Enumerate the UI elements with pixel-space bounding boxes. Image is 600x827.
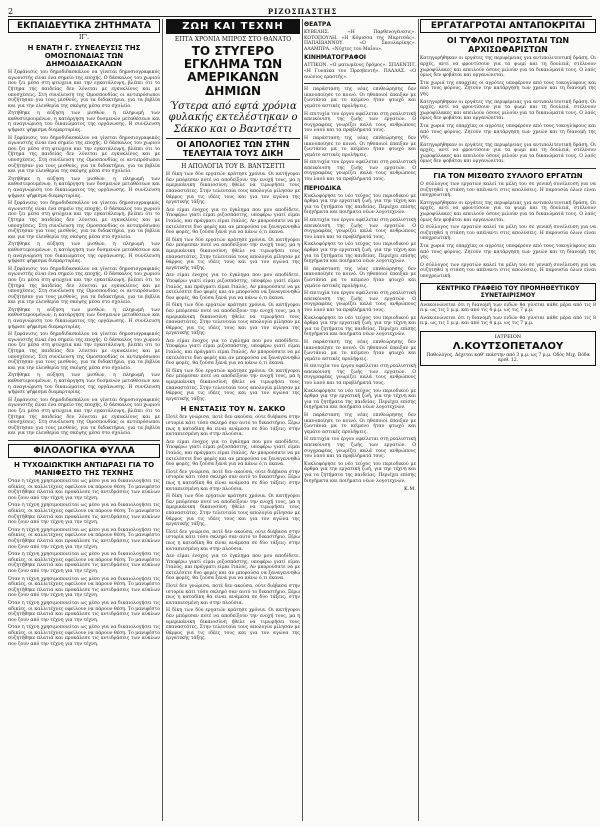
article-body: Κατηγορήθηκαν οι εργάτες της περιφέρειας για αντιπολιτευτική δράση. Οι αρχές, αντί να φροντίσουν για τα ψωμί και τη δουλειά, στέλνουν χωροφύλακες και απειλούν όσους μιλούν για τα δικαιώματά τους. Ο λαός όμως δεν φοβάται και οργανώνεται. <box>420 99 596 122</box>
article-body: Ζητήθηκε η αύξηση των μισθών, η πληρωμή των καθυστερουμένων, η κατάργηση των δυσμενών μεταθέσεων και η αναγνώριση του δικαιώματος της οργάνωσης. Η συνέλευση ψήφισε ψήφισμα διαμαρτυρίας. <box>8 242 160 265</box>
article-body: Η ξεφάνισις του δημοδιδασκάλου να γίνεται δημοσιογραφικός αγωνιστής είναι ένα σημείο της εποχής. Ο δάσκαλος του χωριού που ζει μέσα στη φτώχεια και την εγκατάλειψη, βλέπει ότι το ζήτημα της παιδείας δεν λύνεται με εγκυκλίους και με υποσχέσεις. Στη συνέλευση της Ομοσπονδίας οι αντιπρόσωποι συζήτησαν για τους μισθούς, για τα διδακτήρια, για τα βιβλία και για την ελευθερία της σκέψης μέσα στο σχολείο. <box>8 266 160 306</box>
article-body: Κατηγορήθηκαν οι εργάτες της περιφέρειας για αντιπολιτευτική δράση. Οι αρχές, αντί να φροντίσουν για τα ψωμί και τη δουλειά, στέλνουν χωροφύλακες και απειλούν όσους μιλούν για τα δικαιώματά τους. Ο λαός όμως δεν φοβάται και οργανώνεται. <box>420 142 596 165</box>
article-body: Στα χωριά της επαρχίας οι αγρότες υποφέρουν από τους τοκογλύφους και από τους φόρους. Ζητούν την κατάργηση των χρεών και τη διανομή της γης. <box>420 123 596 141</box>
notice-body: Ανακοινώνεται ότι η διανομή των ειδών θα γίνεται κάθε μέρα από τις 8 π.μ. ως τις 1 μ.μ. και από τις 4 μ.μ. ως τις 7 μ.μ. <box>420 315 596 327</box>
article-headline: Η ΕΝΑΤΗ Γ. ΣΥΝΕΛΕΥΣΙΣ ΤΗΣ ΟΜΟΣΠΟΝΔΙΑΣ ΤΩΝ ΔΗΜΟΔΙΔΑΣΚΑΛΩΝ <box>27 44 141 69</box>
article-body: Η παράσταση της νέας επιθεώρησης δεν ικανοποίησε το κοινό. Οι ηθοποιοί έπαιξαν με ζωντάνια μα το κείμενο ήταν φτωχό και γεμάτο αστικές προλήψεις. <box>304 135 416 158</box>
article-body: Ποτέ δεν γνώρισα, ποτέ δεν ακούσα, ούτε διάβασα στην ιστορία κάτι τόσο σκληρό σαν αυτό το δικαστήριο. Ξέρω πως η καταδίκη θα είναι ανάμεσα σε δύο τάξεις: στην καταπιεσμένη και στην πλούσια. <box>166 469 300 492</box>
article-body: Στα χωριά της επαρχίας οι αγρότες υποφέρουν από τους τοκογλύφους και από τους φόρους. Ζητούν την κατάργηση των χρεών και τη διανομή της γης. <box>420 244 596 261</box>
article-body: Η ξεφάνισις του δημοδιδασκάλου να γίνεται δημοσιογραφικός αγωνιστής είναι ένα σημείο της εποχής. Ο δάσκαλος του χωριού που ζει μέσα στη φτώχεια και την εγκατάλειψη, βλέπει ότι το ζήτημα της παιδείας δεν λύνεται με εγκυκλίους και με υποσχέσεις. Στη συνέλευση της Ομοσπονδίας οι αντιπρόσωποι συζήτησαν για τους μισθούς, για τα διδακτήρια, για τα βιβλία και για την ελευθερία της σκέψης μέσα στο σχολείο. <box>8 332 160 371</box>
ad-details: Παθολόγος. Δέχεται καθ' εκάστην από 3 μ.μ. ως 7 μ.μ. Οδός Μιχ. Βόδα αριθ. 12. <box>426 352 590 364</box>
article-subhead: ΟΙ ΑΠΟΛΟΓΙΕΣ ΤΩΝ ΣΤΗΝ ΤΕΛΕΥΤΑΙΑ ΤΟΥΣ ΔΙΚΗ <box>166 138 300 160</box>
article-body: Η επιτυχία του έργου οφείλεται στη ρεαλιστική απεικόνιση της ζωής των εργατών. Ο συγγραφέας γνωρίζει καλά τους ανθρώπους του λαού και τα προβλήματά τους. <box>304 160 416 183</box>
article-body: Όταν η τέχνη χρησιμοποιείται ως μέσο για να δικαιολογήσει τις αδικίες, οι καλλιτέχνες οφείλουν να πάρουν θέση. Το μανιφέστο συζητήθηκε πλατιά και προκάλεσε τις αντιδράσεις των κύκλων που ζουν από την τέχνη για την τέχνη. <box>8 527 160 550</box>
article-body: Όταν η τέχνη χρησιμοποιείται ως μέσο για να δικαιολογήσει τις αδικίες, οι καλλιτέχνες οφείλουν να πάρουν θέση. Το μανιφέστο συζητήθηκε πλατιά και προκάλεσε τις αντιδράσεις των κύκλων που ζουν από την τέχνη για την τέχνη. <box>8 503 160 526</box>
article-body: Όταν η τέχνη χρησιμοποιείται ως μέσο για να δικαιολογήσει τις αδικίες, οι καλλιτέχνες οφείλουν να πάρουν θέση. Το μανιφέστο συζητήθηκε πλατιά και προκάλεσε τις αντιδράσεις των κύκλων που ζουν από την τέχνη για την τέχνη. <box>8 552 160 574</box>
article-body: Ο σύλλογος των εργατών καλεί τα μέλη του σε γενική συνέλευση για να συζητηθεί η στάση του απέναντι στις απολύσεις. Η παρουσία όλων είναι υποχρεωτική. <box>420 262 596 280</box>
article-body: Κατηγορήθηκαν οι εργάτες της περιφέρειας για αντιπολιτευτική δράση. Οι αρχές, αντί να φροντίσουν για τα ψωμί και τη δουλειά, στέλνουν χωροφύλακες και απειλούν όσους μιλούν για τα δικαιώματά τους. Ο λαός όμως δεν φοβάται και οργανώνεται. <box>420 56 596 79</box>
article-body: Η ξεφάνισις του δημοδιδασκάλου να γίνεται δημοσιογραφικός αγωνιστής είναι ένα σημείο της εποχής. Ο δάσκαλος του χωριού που ζει μέσα στη φτώχεια και την εγκατάλειψη, βλέπει ότι το ζήτημα της παιδείας δεν λύνεται με εγκυκλίους και με υποσχέσεις. Στη συνέλευση της Ομοσπονδίας οι αντιπρόσωποι συζήτησαν για τους μισθούς, για τα διδακτήρια, για τα βιβλία και για την ελευθερία της σκέψης μέσα στο σχολείο. <box>8 135 160 175</box>
section-title: ΖΩΗ ΚΑΙ ΤΕΧΝΗ <box>166 19 300 34</box>
article-body: Η παράσταση της νέας επιθεώρησης δεν ικανοποίησε το κοινό. Οι ηθοποιοί έπαιξαν με ζωντάνια μα το κείμενο ήταν φτωχό και γεμάτο αστικές προλήψεις. <box>304 413 416 435</box>
article-body: Δεν είμαι ένοχος για το έγκλημα που μου αποδίδετε. Υποφέρω γιατί είμαι ριζοσπάστης, υποφέρω γιατί είμαι Ιταλός, και πράγματι είμαι Ιταλός. Αν μπορούσατε να με εκτελέσετε δυο φορές και αν μπορούσα να ξαναγεννηθώ δυο φορές, θα ζούσα ξανά για να κάνω ό,τι έκανα. <box>166 338 300 367</box>
ad-name: Λ.ΚΟΥΤΣΟΠΕΤΑΛΟΥ <box>452 340 564 352</box>
cinemas-listing: ΑΤΤΙΚΟΝ. «Ο ματωμένος δρόμος». ΣΠΛΕΝΤΙΤ. «Η Γυναίκα του Πρεσβευτή». ΠΑΛΛΑΣ. «Ο αιώνιος εραστής». <box>304 63 416 80</box>
article-body: Η παράσταση της νέας επιθεώρησης δεν ικανοποίησε το κοινό. Οι ηθοποιοί έπαιξαν με ζωντάνια μα το κείμενο ήταν φτωχό και γεμάτο αστικές προλήψεις. <box>304 87 416 109</box>
article-body: Κυκλοφόρησε το νέο τεύχος του περιοδικού με άρθρα για την εργατική ζωή, για την τέχνη και για τα ζητήματα της παιδείας. Περιέχει επίσης διηγήματα και ποιήματα νέων λογοτεχνών. <box>304 388 416 411</box>
article-body: Κυκλοφόρησε το νέο τεύχος του περιοδικού με άρθρα για την εργατική ζωή, για την τέχνη και για τα ζητήματα της παιδείας. Περιέχει επίσης διηγήματα και ποιήματα νέων λογοτεχνών. <box>304 242 416 265</box>
article-body: Η ξεφάνισις του δημοδιδασκάλου να γίνεται δημοσιογραφικός αγωνιστής είναι ένα σημείο της εποχής. Ο δάσκαλος του χωριού που ζει μέσα στη φτώχεια και την εγκατάλειψη, βλέπει ότι το ζήτημα της παιδείας δεν λύνεται με εγκυκλίους και με υποσχέσεις. Στη συνέλευση της Ομοσπονδίας οι αντιπρόσωποι συζήτησαν για τους μισθούς, για τα διδακτήρια, για τα βιβλία και για την ελευθερία της σκέψης μέσα στο σχολείο. <box>8 397 160 437</box>
article-body: Ζητήθηκε η αύξηση των μισθών, η πληρωμή των καθυστερουμένων, η κατάργηση των δυσμενών μεταθέσεων και η αναγνώριση του δικαιώματος της οργάνωσης. Η συνέλευση ψήφισε ψήφισμα διαμαρτυρίας. <box>8 111 160 134</box>
section-title: ΦΙΛΟΛΟΓΙΚΑ ΦΥΛΛΑ <box>8 444 160 458</box>
article-body: Η επιτυχία του έργου οφείλεται στη ρεαλιστική απεικόνιση της ζωής των εργατών. Ο συγγραφέας γνωρίζει καλά τους ανθρώπους του λαού και τα προβλήματά τους. <box>304 111 416 134</box>
notice-title: ΚΕΝΤΡΙΚΟ ΓΡΑΦΕΙΟ ΤΟΥ ΠΡΟΜΗΘΕΥΤΙΚΟΥ ΣΥΝΕΤΑΙΡΙΣΜΟΥ <box>420 283 596 301</box>
article-body: Δεν είμαι ένοχος για το έγκλημα που μου αποδίδετε. Υποφέρω γιατί είμαι ριζοσπάστης, υποφέρω γιατί είμαι Ιταλός, και πράγματι είμαι Ιταλός. Αν μπορούσατε να με εκτελέσετε δυο φορές και αν μπορούσα να ξαναγεννηθώ δυο φορές, θα ζούσα ξανά για να κάνω ό,τι έκανα. <box>166 439 300 468</box>
page-number: 2 <box>8 7 14 16</box>
page-header <box>8 4 592 17</box>
column-correspondents <box>420 19 596 821</box>
column-theatres <box>304 19 416 821</box>
article-body: Όταν η τέχνη χρησιμοποιείται ως μέσο για να δικαιολογήσει τις αδικίες, οι καλλιτέχνες οφείλουν να πάρουν θέση. Το μανιφέστο συζητήθηκε πλατιά και προκάλεσε τις αντιδράσεις των κύκλων που ζουν από την τέχνη για την τέχνη. <box>8 625 160 648</box>
article-body: Δεν είμαι ένοχος για το έγκλημα που μου αποδίδετε. Υποφέρω γιατί είμαι ριζοσπάστης, υποφέρω γιατί είμαι Ιταλός, και πράγματι είμαι Ιταλός. Αν μπορούσατε να με εκτελέσετε δυο φορές και αν μπορούσα να ξαναγεννηθώ δυο φορές, θα ζούσα ξανά για να κάνω ό,τι έκανα. <box>166 207 300 236</box>
article-body: Ο σύλλογος των εργατών καλεί τα μέλη του σε γενική συνέλευση για να συζητηθεί η στάση του απέναντι στις απολύσεις. Η παρουσία όλων είναι υποχρεωτική. <box>420 225 596 242</box>
article-body: Κυκλοφόρησε το νέο τεύχος του περιοδικού με άρθρα για την εργατική ζωή, για την τέχνη και για τα ζητήματα της παιδείας. Περιέχει επίσης διηγήματα και ποιήματα νέων λογοτεχνών. <box>304 461 416 484</box>
article-body: Η επιτυχία του έργου οφείλεται στη ρεαλιστική απεικόνιση της ζωής των εργατών. Ο συγγραφέας γνωρίζει καλά τους ανθρώπους του λαού και τα προβλήματά τους. <box>304 364 416 387</box>
article-subhead: Η ΕΝΣΤΑΣΙΣ ΤΟΥ Ν. ΣΑΚΚΟ <box>180 405 286 414</box>
divider <box>8 440 160 441</box>
article-body: Η δίκη των δύο εργατών κράτησε χρόνια. Οι κατήγοροι δεν μπόρεσαν ποτέ να αποδείξουν την ενοχή τους, μα η αμερικάνικη δικαιοσύνη ήθελε να τιμωρήσει τους επαναστάτες. Στην τελευταία τους απολογία μίλησαν με θάρρος για τις ιδέες τους και για τον αγώνα της εργατικής τάξης. <box>166 237 300 271</box>
article-body: Δεν είμαι ένοχος για το έγκλημα που μου αποδίδετε. Υποφέρω γιατί είμαι ριζοσπάστης, υποφέρω γιατί είμαι Ιταλός, και πράγματι είμαι Ιταλός. Αν μπορούσατε να με εκτελέσετε δυο φορές και αν μπορούσα να ξαναγεννηθώ δυο φορές, θα ζούσα ξανά για να κάνω ό,τι έκανα. <box>166 273 300 301</box>
article-body: Η δίκη των δύο εργατών κράτησε χρόνια. Οι κατήγοροι δεν μπόρεσαν ποτέ να αποδείξουν την ενοχή τους, μα η αμερικάνικη δικαιοσύνη ήθελε να τιμωρήσει τους επαναστάτες. Στην τελευταία τους απολογία μίλησαν με θάρρος για τις ιδέες τους και για τον αγώνα της εργατικής τάξης. <box>166 608 300 642</box>
article-body: Όταν η τέχνη χρησιμοποιείται ως μέσο για να δικαιολογήσει τις αδικίες, οι καλλιτέχνες οφείλουν να πάρουν θέση. Το μανιφέστο συζητήθηκε πλατιά και προκάλεσε τις αντιδράσεις των κύκλων που ζουν από την τέχνη για την τέχνη. <box>8 576 160 599</box>
article-body: Ποτέ δεν γνώρισα, ποτέ δεν ακούσα, ούτε διάβασα στην ιστορία κάτι τόσο σκληρό σαν αυτό το δικαστήριο. Ξέρω πως η καταδίκη θα είναι ανάμεσα σε δύο τάξεις: στην καταπιεσμένη και στην πλούσια. <box>166 584 300 606</box>
article-body: Κυκλοφόρησε το νέο τεύχος του περιοδικού με άρθρα για την εργατική ζωή, για την τέχνη και για τα ζητήματα της παιδείας. Περιέχει επίσης διηγήματα και ποιήματα νέων λογοτεχνών. <box>304 193 416 216</box>
section-title: ΕΚΠΑΙΔΕΥΤΙΚΑ ΖΗΤΗΜΑΤΑ <box>8 19 160 33</box>
column-divider <box>418 19 419 821</box>
article-body: Η επιτυχία του έργου οφείλεται στη ρεαλιστική απεικόνιση της ζωής των εργατών. Ο συγγραφέας γνωρίζει καλά τους ανθρώπους του λαού και τα προβλήματά τους. <box>304 291 416 313</box>
article-body: Ποτέ δεν γνώρισα, ποτέ δεν ακούσα, ούτε διάβασα στην ιστορία κάτι τόσο σκληρό σαν αυτό το δικαστήριο. Ξέρω πως η καταδίκη θα είναι ανάμεσα σε δύο τάξεις: στην καταπιεσμένη και στην πλούσια. <box>166 415 300 438</box>
article-body: Ζητήθηκε η αύξηση των μισθών, η πληρωμή των καθυστερουμένων, η κατάργηση των δυσμενών μεταθέσεων και η αναγνώριση του δικαιώματος της οργάνωσης. Η συνέλευση ψήφισε ψήφισμα διαμαρτυρίας. <box>8 176 160 199</box>
article-body: Η παράσταση της νέας επιθεώρησης δεν ικανοποίησε το κοινό. Οι ηθοποιοί έπαιξαν με ζωντάνια μα το κείμενο ήταν φτωχό και γεμάτο αστικές προλήψεις. <box>304 339 416 362</box>
article-headline: Η ΤΥΧΟΔΙΩΚΤΙΚΗ ΑΝΤΙΔΡΑΣΙ ΓΙΑ ΤΟ ΜΑΝΙΦΕΣΤΟ ΤΗΣ ΤΕΧΝΗΣ <box>13 460 155 477</box>
notice-body: Ανακοινώνεται ότι η διανομή των ειδών θα γίνεται κάθε μέρα από τις 8 π.μ. ως τις 1 μ.μ. και από τις 4 μ.μ. ως τις 7 μ.μ. <box>420 302 596 314</box>
article-headline: ΓΙΑ ΤΟΝ ΜΙΣΘΩΤΟ ΣΥΛΛΟΓΟ ΕΡΓΑΤΩΝ <box>433 172 583 181</box>
column-education <box>8 19 160 821</box>
article-body: Η παράσταση της νέας επιθεώρησης δεν ικανοποίησε το κοινό. Οι ηθοποιοί έπαιξαν με ζωντάνια μα το κείμενο ήταν φτωχό και γεμάτο αστικές προλήψεις. <box>304 266 416 289</box>
article-body: Η επιτυχία του έργου οφείλεται στη ρεαλιστική απεικόνιση της ζωής των εργατών. Ο συγγραφέας γνωρίζει καλά τους ανθρώπους του λαού και τα προβλήματά τους. <box>304 218 416 240</box>
periodicals-title: ΠΕΡΙΟΔΙΚΑ <box>304 184 342 192</box>
column-divider <box>302 19 303 821</box>
article-body: Η δίκη των δύο εργατών κράτησε χρόνια. Οι κατήγοροι δεν μπόρεσαν ποτέ να αποδείξουν την ενοχή τους, μα η αμερικάνικη δικαιοσύνη ήθελε να τιμωρήσει τους επαναστάτες. Στην τελευταία τους απολογία μίλησαν με θάρρος για τις ιδέες τους και για τον αγώνα της εργατικής τάξης. <box>166 172 300 206</box>
article-body: Η ξεφάνισις του δημοδιδασκάλου να γίνεται δημοσιογραφικός αγωνιστής είναι ένα σημείο της εποχής. Ο δάσκαλος του χωριού που ζει μέσα στη φτώχεια και την εγκατάλειψη, βλέπει ότι το ζήτημα της παιδείας δεν λύνεται με εγκυκλίους και με υποσχέσεις. Στη συνέλευση της Ομοσπονδίας οι αντιπρόσωποι συζήτησαν για τους μισθούς, για τα διδακτήρια, για τα βιβλία και για την ελευθερία της σκέψης μέσα στο σχολείο. <box>8 70 160 109</box>
theatres-listing: ΚΥΒΕΛΗΣ. «Η Παρθενογένεσις». ΚΟΤΟΠΟΥΛΗ. «Η Κόμισσα της Μαριτσάς». ΠΑΠΑΪΩΑΝΝΟΥ. «Ο Σκουλαρίκης». ΑΛΑΜΠΡΑ. «Νύχτες του Μαΐου». <box>304 30 416 52</box>
article-kicker: ΕΠΤΑ ΧΡΟΝΙΑ ΜΠΡΟΣ ΣΤΟ ΘΑΝΑΤΟ <box>174 36 292 43</box>
article-signature: Κ.Μ. <box>403 486 416 493</box>
article-body: Ζητήθηκε η αύξηση των μισθών, η πληρωμή των καθυστερουμένων, η κατάργηση των δυσμενών μεταθέσεων και η αναγνώριση του δικαιώματος της οργάνωσης. Η συνέλευση ψήφισε ψήφισμα διαμαρτυρίας. <box>8 307 160 330</box>
article-body: Όταν η τέχνη χρησιμοποιείται ως μέσο για να δικαιολογήσει τις αδικίες, οι καλλιτέχνες οφείλουν να πάρουν θέση. Το μανιφέστο συζητήθηκε πλατιά και προκάλεσε τις αντιδράσεις των κύκλων που ζουν από την τέχνη για την τέχνη. <box>8 479 160 501</box>
article-body: Η επιτυχία του έργου οφείλεται στη ρεαλιστική απεικόνιση της ζωής των εργατών. Ο συγγραφέας γνωρίζει καλά τους ανθρώπους του λαού και τα προβλήματά τους. <box>304 437 416 460</box>
divider <box>420 168 596 169</box>
article-body: Κατηγορήθηκαν οι εργάτες της περιφέρειας για αντιπολιτευτική δράση. Οι αρχές, αντί να φροντίσουν για τα ψωμί και τη δουλειά, στέλνουν χωροφύλακες και απειλούν όσους μιλούν για τα δικαιώματά τους. Ο λαός όμως δεν φοβάται και οργανώνεται. <box>420 200 596 223</box>
article-body: Ο σύλλογος των εργατών καλεί τα μέλη του σε γενική συνέλευση για να συζητηθεί η στάση του απέναντι στις απολύσεις. Η παρουσία όλων είναι υποχρεωτική. <box>420 182 596 199</box>
masthead: ΡΙΖΟΣΠΑΣΤΗΣ <box>267 7 338 16</box>
article-body: Ποτέ δεν γνώρισα, ποτέ δεν ακούσα, ούτε διάβασα στην ιστορία κάτι τόσο σκληρό σαν αυτό το δικαστήριο. Ξέρω πως η καταδίκη θα είναι ανάμεσα σε δύο τάξεις: στην καταπιεσμένη και στην πλούσια. <box>166 529 300 552</box>
article-body: Όταν η τέχνη χρησιμοποιείται ως μέσο για να δικαιολογήσει τις αδικίες, οι καλλιτέχνες οφείλουν να πάρουν θέση. Το μανιφέστο συζητήθηκε πλατιά και προκάλεσε τις αντιδράσεις των κύκλων που ζουν από την τέχνη για την τέχνη. <box>8 600 160 623</box>
article-body: Η δίκη των δύο εργατών κράτησε χρόνια. Οι κατήγοροι δεν μπόρεσαν ποτέ να αποδείξουν την ενοχή τους, μα η αμερικάνικη δικαιοσύνη ήθελε να τιμωρήσει τους επαναστάτες. Στην τελευταία τους απολογία μίλησαν με θάρρος για τις ιδέες τους και για τον αγώνα της εργατικής τάξης. <box>166 303 300 337</box>
article-body: Ζητήθηκε η αύξηση των μισθών, η πληρωμή των καθυστερουμένων, η κατάργηση των δυσμενών μεταθέσεων και η αναγνώριση του δικαιώματος της οργάνωσης. Η συνέλευση ψήφισε ψήφισμα διαμαρτυρίας. <box>8 373 160 396</box>
advertisement <box>420 331 596 366</box>
divider <box>304 83 416 84</box>
section-title: ΕΡΓΑΤΑΓΡΟΤΑΙ ΑΝΤΑΠΟΚΡΙΤΑΙ <box>420 19 596 33</box>
section-number: ΙΓ'. <box>78 34 90 41</box>
article-body: Η ξεφάνισις του δημοδιδασκάλου να γίνεται δημοσιογραφικός αγωνιστής είναι ένα σημείο της εποχής. Ο δάσκαλος του χωριού που ζει μέσα στη φτώχεια και την εγκατάλειψη, βλέπει ότι το ζήτημα της παιδείας δεν λύνεται με εγκυκλίους και με υποσχέσεις. Στη συνέλευση της Ομοσπονδίας οι αντιπρόσωποι συζήτησαν για τους μισθούς, για τα διδακτήρια, για τα βιβλία και για την ελευθερία της σκέψης μέσα στο σχολείο. <box>8 201 160 240</box>
article-body: Η δίκη των δύο εργατών κράτησε χρόνια. Οι κατήγοροι δεν μπόρεσαν ποτέ να αποδείξουν την ενοχή τους, μα η αμερικάνικη δικαιοσύνη ήθελε να τιμωρήσει τους επαναστάτες. Στην τελευταία τους απολογία μίλησαν με θάρρος για τις ιδέες τους και για τον αγώνα της εργατικής τάξης. <box>166 494 300 528</box>
ad-label: ΙΑΤΡΕΙΟΝ <box>494 333 522 340</box>
cinemas-title: ΚΙΝΗΜΑΤΟΓΡΑΦΟΙ <box>304 54 367 62</box>
article-headline: ΤΟ ΣΤΥΓΕΡΟ ΕΓΚΛΗΜΑ ΤΩΝ ΑΜΕΡΙΚΑΝΩΝ ΔΗΜΙΩΝ <box>183 44 283 98</box>
article-body: Κυκλοφόρησε το νέο τεύχος του περιοδικού με άρθρα για την εργατική ζωή, για την τέχνη και για τα ζητήματα της παιδείας. Περιέχει επίσης διηγήματα και ποιήματα νέων λογοτεχνών. <box>304 315 416 338</box>
article-headline: ΟΙ ΤΥΦΛΟΙ ΠΡΟΣΤΑΤΑΙ ΤΩΝ ΑΡΧΙΣΩΦΑΡΙΣΤΩΝ <box>446 36 570 55</box>
article-byline: Η ΑΠΟΛΟΓΙΑ ΤΟΥ Β. ΒΑΝΤΣΕΤΤΙ <box>181 163 285 171</box>
column-divider <box>162 19 163 821</box>
column-life-and-art <box>166 19 300 821</box>
article-body: Δεν είμαι ένοχος για το έγκλημα που μου αποδίδετε. Υποφέρω γιατί είμαι ριζοσπάστης, υποφέρω γιατί είμαι Ιταλός, και πράγματι είμαι Ιταλός. Αν μπορούσατε να με εκτελέσετε δυο φορές και αν μπορούσα να ξαναγεννηθώ δυο φορές, θα ζούσα ξανά για να κάνω ό,τι έκανα. <box>166 554 300 582</box>
article-body: Στα χωριά της επαρχίας οι αγρότες υποφέρουν από τους τοκογλύφους και από τους φόρους. Ζητούν την κατάργηση των χρεών και τη διανομή της γης. <box>420 80 596 97</box>
article-deck: Ύστερα από εφτά χρόνια φυλακής εκτελέστηκαν ο Σάκκο και ο Βαντσέττι <box>168 100 298 135</box>
theatres-title: ΘΕΑΤΡΑ <box>304 21 331 28</box>
article-body: Η δίκη των δύο εργατών κράτησε χρόνια. Οι κατήγοροι δεν μπόρεσαν ποτέ να αποδείξουν την ενοχή τους, μα η αμερικάνικη δικαιοσύνη ήθελε να τιμωρήσει τους επαναστάτες. Στην τελευταία τους απολογία μίλησαν με θάρρος για τις ιδέες τους και για τον αγώνα της εργατικής τάξης. <box>166 368 300 402</box>
